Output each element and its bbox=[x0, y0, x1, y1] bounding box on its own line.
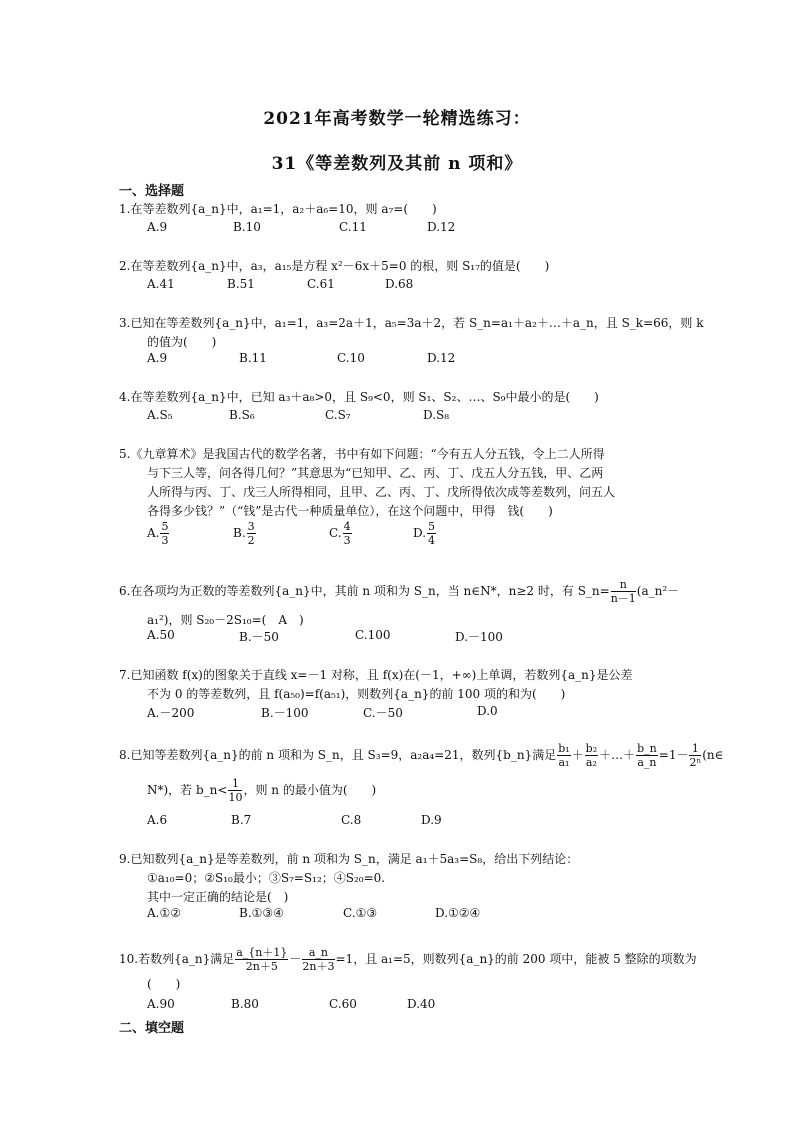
question-2-text: 2.在等差数列{a_n}中，a₃，a₁₅是方程 x²－6x＋5=0 的根，则 S₁₇的值是( ) bbox=[119, 259, 550, 273]
question-10-options bbox=[147, 997, 707, 1017]
question-5-line-1: 5.《九章算术》是我国古代的数学名著，书中有如下问题：“今有五人分五钱，令上二人所得 bbox=[119, 447, 605, 461]
question-2 bbox=[119, 257, 699, 276]
title-line-2: 31《等差数列及其前 n 项和》 bbox=[271, 154, 523, 174]
option-d: D.12 bbox=[427, 220, 456, 234]
option-b: B.－50 bbox=[239, 630, 279, 644]
question-9-line-3: 其中一定正确的结论是( ) bbox=[147, 890, 289, 904]
question-9-options bbox=[147, 906, 707, 926]
option-b: B.－100 bbox=[261, 706, 309, 720]
question-1 bbox=[119, 200, 699, 219]
question-6-options bbox=[147, 628, 707, 648]
question-7 bbox=[119, 666, 699, 704]
option-c: C.100 bbox=[355, 628, 391, 642]
option-b: B. $\frac{3}{2}$ bbox=[233, 520, 255, 547]
question-9 bbox=[119, 850, 699, 907]
question-5-line-2: 与下三人等，问各得几何？”其意思为“已知甲、乙、丙、丁、戊五人分五钱，甲、乙两 bbox=[147, 466, 604, 480]
option-a: A. $\frac{5}{3}$ bbox=[147, 520, 169, 547]
question-1-text: 1.在等差数列{a_n}中，a₁=1，a₂＋a₆=10，则 a₇=( ) bbox=[119, 202, 437, 216]
option-c: C.①③ bbox=[343, 906, 378, 920]
option-b: B.51 bbox=[227, 277, 255, 291]
option-a: A.－200 bbox=[147, 706, 195, 720]
option-c: C.－50 bbox=[363, 706, 403, 720]
question-5 bbox=[119, 445, 699, 521]
option-d: D. $\frac{5}{4}$ bbox=[413, 520, 436, 547]
option-d: D.9 bbox=[421, 813, 442, 827]
question-5-line-3: 人所得与丙、丁、戊三人所得相同，且甲、乙、丙、丁、戊所得依次成等差数列，问五人 bbox=[147, 485, 616, 499]
question-6-line-1: 6.在各项均为正数的等差数列{a_n}中，其前 n 项和为 S_n，当 n∈N*，n≥2 时，有 S_n= $\frac{n}{n-1}$ (a_n²－ bbox=[119, 578, 680, 605]
question-3-line-2: 的值为( ) bbox=[147, 335, 217, 349]
option-d: D.①②④ bbox=[435, 906, 481, 920]
section-fill-in: 二、填空题 bbox=[119, 1021, 185, 1036]
option-b: B.S₆ bbox=[229, 408, 255, 422]
question-7-options bbox=[147, 704, 707, 724]
option-a: A.90 bbox=[147, 997, 175, 1011]
question-4-text: 4.在等差数列{a_n}中，已知 a₃＋a₈>0，且 S₉<0，则 S₁、S₂、…、S₉中最小的是( ) bbox=[119, 390, 599, 404]
option-c: C.10 bbox=[337, 351, 365, 365]
question-3 bbox=[119, 314, 704, 352]
question-6 bbox=[119, 578, 699, 630]
question-7-line-2: 不为 0 的等差数列，且 f(a₅₀)=f(a₅₁)，则数列{a_n}的前 100 项的和为( ) bbox=[147, 687, 566, 701]
option-b: B.7 bbox=[231, 813, 252, 827]
section-choice: 一、选择题 bbox=[119, 184, 185, 199]
question-8 bbox=[119, 742, 724, 804]
question-4 bbox=[119, 388, 699, 407]
question-5-options bbox=[147, 520, 707, 554]
option-d: D.0 bbox=[477, 704, 498, 718]
question-8-options bbox=[147, 813, 707, 833]
option-b: B.80 bbox=[231, 997, 259, 1011]
option-c: C.11 bbox=[339, 220, 367, 234]
option-b: B.①③④ bbox=[239, 906, 284, 920]
question-2-options bbox=[147, 277, 707, 297]
title-line-1: 2021年高考数学一轮精选练习： bbox=[263, 109, 531, 129]
question-3-options bbox=[147, 351, 707, 371]
question-6-line-2: a₁²)，则 S₂₀－2S₁₀=( A ) bbox=[147, 613, 304, 627]
option-a: A.9 bbox=[147, 351, 168, 365]
option-a: A.41 bbox=[147, 277, 175, 291]
option-a: A.50 bbox=[147, 628, 175, 642]
option-c: C. $\frac{4}{3}$ bbox=[329, 520, 351, 547]
option-c: C.61 bbox=[307, 277, 335, 291]
option-b: B.11 bbox=[239, 351, 267, 365]
question-9-line-2: ①a₁₀=0；②S₁₀最小；③S₇=S₁₂；④S₂₀=0. bbox=[147, 871, 386, 885]
option-d: D.68 bbox=[385, 277, 414, 291]
question-4-options bbox=[147, 408, 707, 428]
option-a: A.9 bbox=[147, 220, 168, 234]
option-a: A.S₅ bbox=[147, 408, 173, 422]
question-10 bbox=[119, 946, 699, 994]
question-8-line-1: 8.已知等差数列{a_n}的前 n 项和为 S_n，且 S₃=9，a₂a₄=21，数列{b_n}满足 $\frac{\text{b₁}}{\text{a₁}}$ ＋ $\frac{\text{b₂}}{\text{a₂}}$ ＋…＋ $\frac{b\_n}{a\_n}$ =1－ $\frac{1}{\text{2ⁿ}}$ (n∈ bbox=[119, 742, 724, 769]
option-d: D.12 bbox=[427, 351, 456, 365]
question-8-line-2: N*)，若 b_n< $\frac{1}{10}$ ，则 n 的最小值为( ) bbox=[147, 777, 377, 804]
fraction: $\frac{n}{n-1}$ bbox=[610, 578, 636, 605]
option-d: D.40 bbox=[407, 997, 436, 1011]
question-9-line-1: 9.已知数列{a_n}是等差数列，前 n 项和为 S_n，满足 a₁＋5a₃=S₈，给出下列结论： bbox=[119, 852, 579, 866]
option-c: C.8 bbox=[341, 813, 362, 827]
option-c: C.60 bbox=[329, 997, 357, 1011]
question-7-line-1: 7.已知函数 f(x)的图象关于直线 x=－1 对称，且 f(x)在(－1，+∞)上单调，若数列{a_n}是公差 bbox=[119, 668, 633, 682]
option-c: C.S₇ bbox=[325, 408, 351, 422]
option-b: B.10 bbox=[233, 220, 261, 234]
option-a: A.6 bbox=[147, 813, 168, 827]
option-a: A.①② bbox=[147, 906, 181, 920]
question-1-options bbox=[147, 220, 707, 240]
option-d: D.－100 bbox=[455, 630, 503, 644]
question-3-line-1: 3.已知在等差数列{a_n}中，a₁=1，a₃=2a＋1，a₅=3a＋2，若 S_n=a₁＋a₂＋…＋a_n，且 S_k=66，则 k bbox=[119, 316, 704, 330]
question-10-line-1: 10.若数列{a_n}满足 $\frac{a\_\{n+1\}}{2n+5}$ － $\frac{a\_n}{2n+3}$ =1，且 a₁=5，则数列{a_n}的前 200 项中，能被 5 整除的项数为 bbox=[119, 946, 697, 973]
question-5-line-4: 各得多少钱？”（“钱”是古代一种质量单位），在这个问题中，甲得 钱( ) bbox=[147, 504, 553, 518]
question-10-line-2: ( ) bbox=[147, 977, 181, 991]
option-d: D.S₈ bbox=[423, 408, 450, 422]
